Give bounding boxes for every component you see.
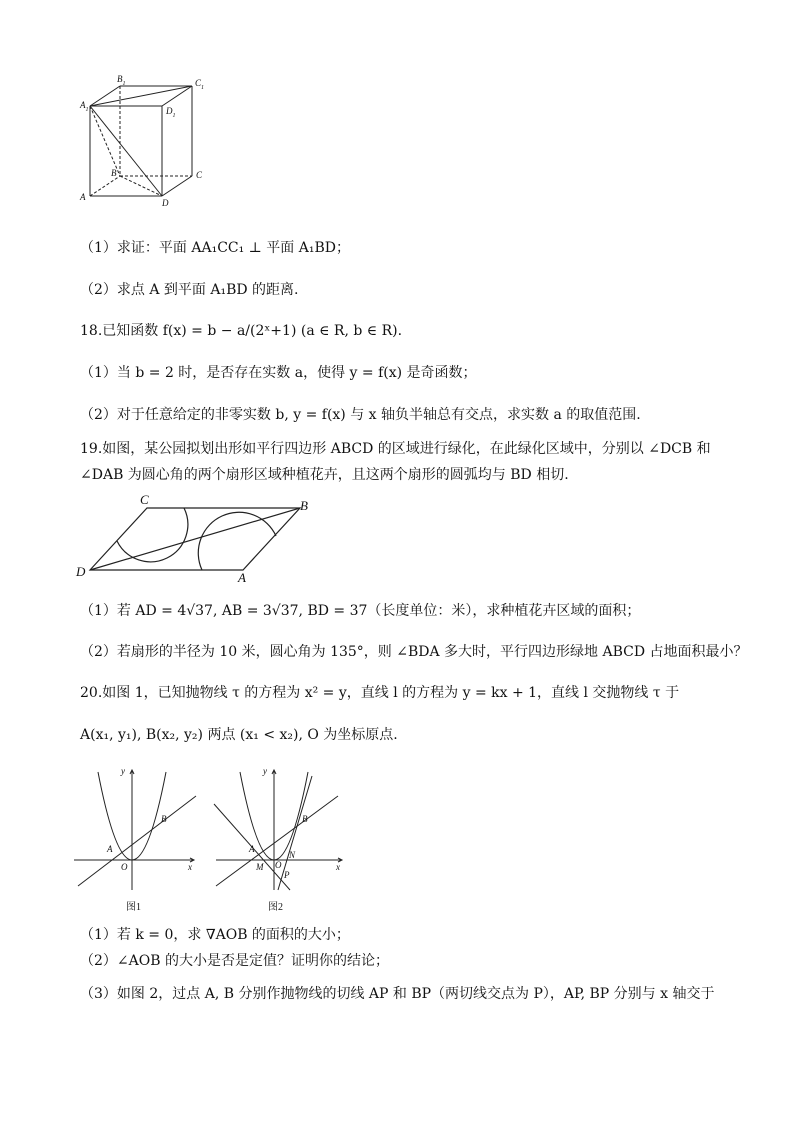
cube-label-B: B xyxy=(111,168,117,178)
parabola-figure-2 xyxy=(212,764,347,914)
fig19-label-C: C xyxy=(140,492,149,507)
fig19-label-D: D xyxy=(76,564,86,579)
fig2-label-O: O xyxy=(275,860,282,870)
cube-label-C1: $C_1$ xyxy=(195,78,205,91)
fig2-caption: 图2 xyxy=(268,902,283,913)
q20-part2: （2）∠AOB 的大小是否是定值？证明你的结论； xyxy=(80,953,389,969)
q20-stem-line1: 20.如图 1，已知抛物线 τ 的方程为 x² = y，直线 l 的方程为 y = kx + 1，直线 l 交抛物线 τ 于 xyxy=(80,685,680,701)
cube-label-D1: $D_1$ xyxy=(166,106,176,119)
fig2-label-M: M xyxy=(256,862,264,872)
q18-part2: （2）对于任意给定的非零实数 b, y = f(x) 与 x 轴负半轴总有交点，求实数 a 的取值范围. xyxy=(80,407,641,423)
parabola-figure-1 xyxy=(70,764,200,914)
fig2-label-x: x xyxy=(336,862,340,872)
q17-part2: （2）求点 A 到平面 A₁BD 的距离. xyxy=(80,282,299,298)
fig1-label-A: A xyxy=(107,844,113,854)
q20-part3: （3）如图 2，过点 A, B 分别作抛物线的切线 AP 和 BP（两切线交点为 P），AP, BP 分别与 x 轴交于 xyxy=(80,986,715,1002)
fig19-label-A: A xyxy=(238,570,246,585)
fig1-label-y: y xyxy=(121,766,125,776)
cube-label-B1: $B_1$ xyxy=(117,74,126,87)
cube-label-A1: $A_1$ xyxy=(80,100,89,113)
cube-label-A: A xyxy=(80,192,86,202)
fig1-label-x: x xyxy=(188,862,192,872)
fig1-caption: 图1 xyxy=(126,902,141,913)
fig2-label-N: N xyxy=(289,850,296,860)
fig1-label-B: B xyxy=(161,814,167,824)
q17-part1: （1）求证：平面 AA₁CC₁ ⊥ 平面 A₁BD； xyxy=(80,240,350,256)
q18-stem: 18.已知函数 f(x) = b − a/(2ˣ+1) (a ∈ R, b ∈ R). xyxy=(80,323,403,339)
fig2-label-P: P xyxy=(284,870,290,880)
parallelogram-figure xyxy=(72,492,322,587)
q18-part1: （1）当 b = 2 时，是否存在实数 a，使得 y = f(x) 是奇函数； xyxy=(80,365,477,381)
fig1-label-O: O xyxy=(121,862,128,872)
q19-stem-line2: ∠DAB 为圆心角的两个扇形区域种植花卉，且这两个扇形的圆弧均与 BD 相切. xyxy=(80,467,569,483)
fig19-label-B: B xyxy=(300,498,308,513)
fig2-label-y: y xyxy=(263,766,267,776)
q19-part1: （1）若 AD = 4√37, AB = 3√37, BD = 37（长度单位：米），求种植花卉区域的面积； xyxy=(80,603,641,619)
fig2-label-B: B xyxy=(302,814,308,824)
cube-label-D: D xyxy=(162,198,169,208)
cube-figure xyxy=(78,72,218,212)
q20-stem-line2: A(x₁, y₁), B(x₂, y₂) 两点 (x₁ < x₂), O 为坐标原点. xyxy=(80,727,398,743)
q19-part2: （2）若扇形的半径为 10 米，圆心角为 135°，则 ∠BDA 多大时，平行四边形绿地 ABCD 占地面积最小？ xyxy=(80,644,748,660)
cube-label-C: C xyxy=(196,170,203,180)
q19-stem-line1: 19.如图，某公园拟划出形如平行四边形 ABCD 的区域进行绿化，在此绿化区域中，分别以 ∠DCB 和 xyxy=(80,441,711,457)
fig2-label-A: A xyxy=(249,844,255,854)
q20-part1: （1）若 k = 0，求 ∇AOB 的面积的大小； xyxy=(80,927,350,943)
